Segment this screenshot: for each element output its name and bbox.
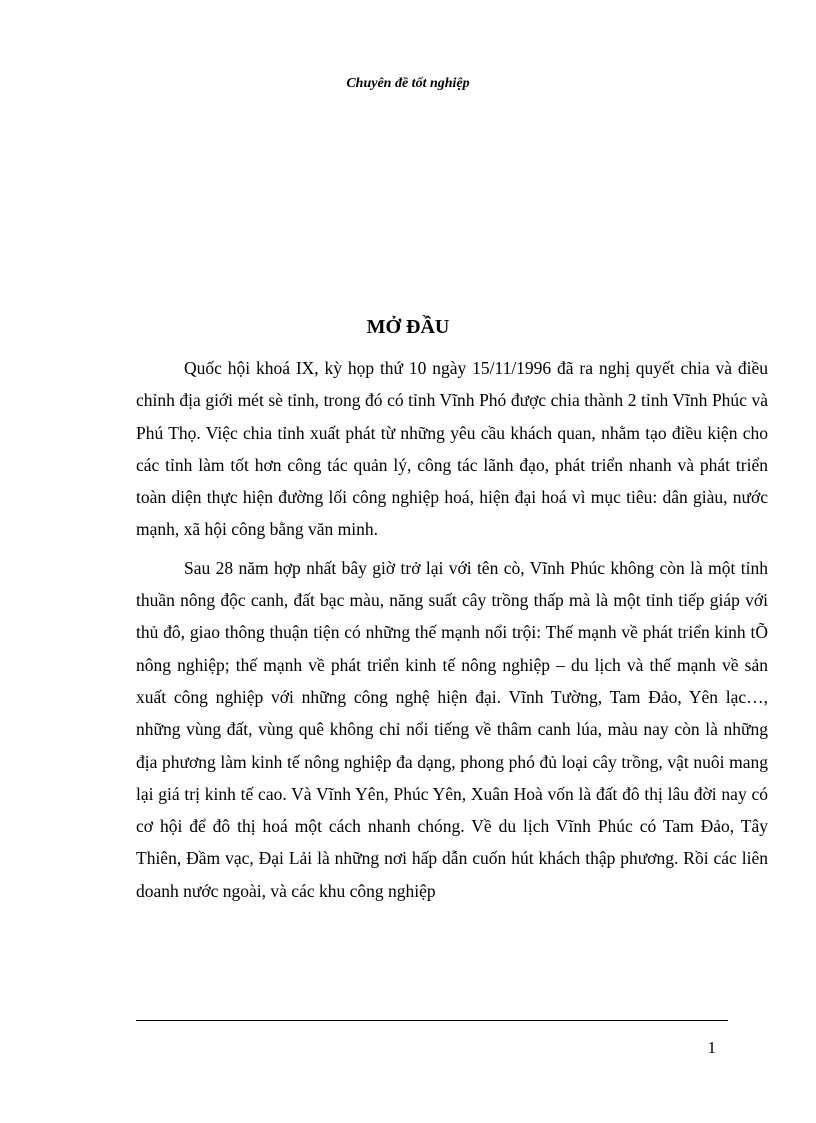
footer-divider	[136, 1020, 728, 1021]
section-title: MỞ ĐẦU	[366, 316, 450, 338]
page-number: 1	[707, 1038, 716, 1057]
running-header: Chuyên đề tốt nghiệp	[346, 76, 470, 91]
paragraph-2: Sau 28 năm hợp nhất bây giờ trở lại với tên cò, Vĩnh Phúc không còn là một tỉnh thuần nông độc canh, đất bạc màu, năng suất cây trồng thấp mà là một tỉnh tiếp giáp với thủ đô, giao thông thuận tiện có những thế mạnh nổi trội: Thế mạnh về phát triển kinh tÕ nông nghiệp; thế mạnh về phát triển kinh tế nông nghiệp – du lịch và thế mạnh về sản xuất công nghiệp với những công nghệ hiện đại. Vĩnh Tường, Tam Đảo, Yên lạc…, những vùng đất, vùng quê không chỉ nổi tiếng về thâm canh lúa, màu nay còn là những địa phương làm kinh tế nông nghiệp đa dạng, phong phó đủ loại cây trồng, vật nuôi mang lại giá trị kinh tế cao. Và Vĩnh Yên, Phúc Yên, Xuân Hoà vốn là đất đô thị lâu đời nay có cơ hội để đô thị hoá một cách nhanh chóng. Về du lịch Vĩnh Phúc có Tam Đảo, Tây Thiên, Đầm vạc, Đại Lải là những nơi hấp dẫn cuốn hút khách thập phương. Rồi các liên doanh nước ngoài, và các khu công nghiệp	[136, 557, 768, 901]
paragraph-1: Quốc hội khoá IX, kỳ họp thứ 10 ngày 15/11/1996 đã ra nghị quyết chia và điều chỉnh địa giới mét sè tỉnh, trong đó có tỉnh Vĩnh Phó được chia thành 2 tỉnh Vĩnh Phúc và Phú Thọ. Việc chia tỉnh xuất phát từ những yêu cầu khách quan, nhằm tạo điều kiện cho các tỉnh làm tốt hơn công tác quản lý, công tác lãnh đạo, phát triển nhanh và phát triển toàn diện thực hiện đường lối công nghiệp hoá, hiện đại hoá vì mục tiêu: dân giàu, nước mạnh, xã hội công bằng văn minh.	[136, 358, 768, 540]
body-text	[136, 352, 768, 907]
